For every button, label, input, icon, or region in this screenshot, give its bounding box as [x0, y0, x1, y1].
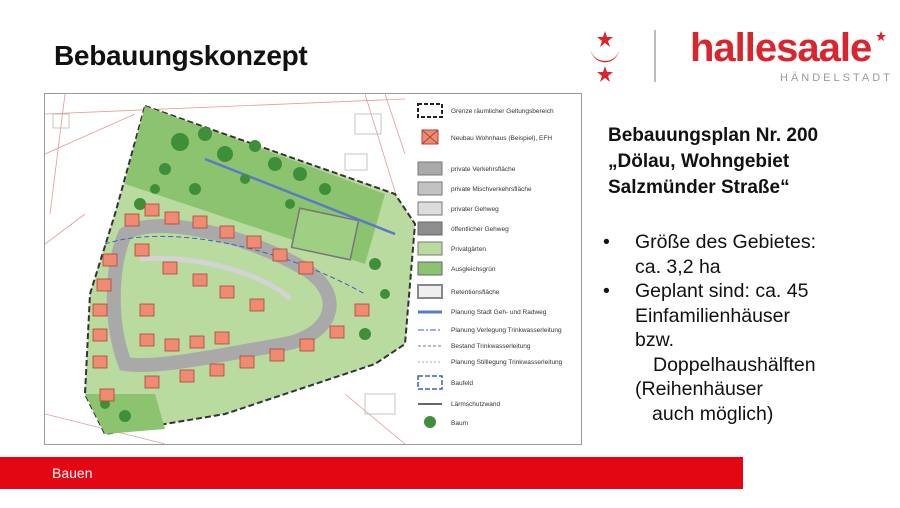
- heading-line: Salzmünder Straße“: [608, 177, 790, 198]
- legend-item: Retentionsfläche: [451, 289, 500, 296]
- legend-item: Planung Verlegung Trinkwasserleitung: [451, 327, 562, 334]
- bullet-continuation: bzw.: [635, 329, 675, 351]
- legend-item: Baufeld: [451, 380, 474, 387]
- site-plan-image: [44, 93, 582, 445]
- footer-bar: [0, 457, 743, 489]
- logo-subtitle: HÄNDELSTADT: [780, 72, 893, 84]
- legend-item: Grenze räumlicher Geltungsbereich: [451, 108, 554, 115]
- legend-item: Lärmschutzwand: [451, 401, 501, 408]
- site-plan-drawing: [45, 94, 581, 444]
- legend-item: privater Gehweg: [451, 206, 499, 213]
- legend-item: öffentlicher Gehweg: [451, 226, 509, 233]
- legend-item: Neubau Wohnhaus (Beispiel), EFH: [451, 135, 553, 142]
- heading-line: Bebauungsplan Nr. 200: [608, 125, 819, 146]
- legend-item: Privatgärten: [451, 246, 487, 253]
- legend-item: private Verkehrsfläche: [451, 166, 516, 173]
- legend-item: Planung Stilllegung Trinkwasserleitung: [451, 359, 563, 366]
- legend-item: Ausgleichsgrün: [451, 266, 496, 273]
- legend-item: Planung Stadt Geh- und Radweg: [451, 309, 547, 316]
- bullet-list: [603, 230, 893, 426]
- legend-item: Baum: [451, 420, 468, 427]
- bullet-item: • Größe des Gebietes:: [603, 231, 817, 253]
- legend-item: private Mischverkehrsfläche: [451, 186, 532, 193]
- bullet-item: • Geplant sind: ca. 45: [603, 280, 809, 302]
- bullet-continuation: auch möglich): [652, 402, 774, 425]
- page-title: Bebauungskonzept: [54, 40, 308, 71]
- bullet-continuation: (Reihenhäuser: [635, 378, 763, 400]
- bullet-continuation: Einfamilienhäuser: [635, 304, 791, 327]
- footer-label: Bauen: [52, 465, 93, 481]
- bullet-continuation: ca. 3,2 ha: [635, 255, 721, 278]
- bullet-continuation: Doppelhaushälften: [653, 353, 816, 376]
- plan-heading: [608, 123, 888, 201]
- legend-item: Bestand Trinkwasserleitung: [451, 343, 531, 350]
- logo-wordmark: hallesaale: [690, 26, 872, 70]
- heading-line: „Dölau, Wohngebiet: [608, 151, 790, 172]
